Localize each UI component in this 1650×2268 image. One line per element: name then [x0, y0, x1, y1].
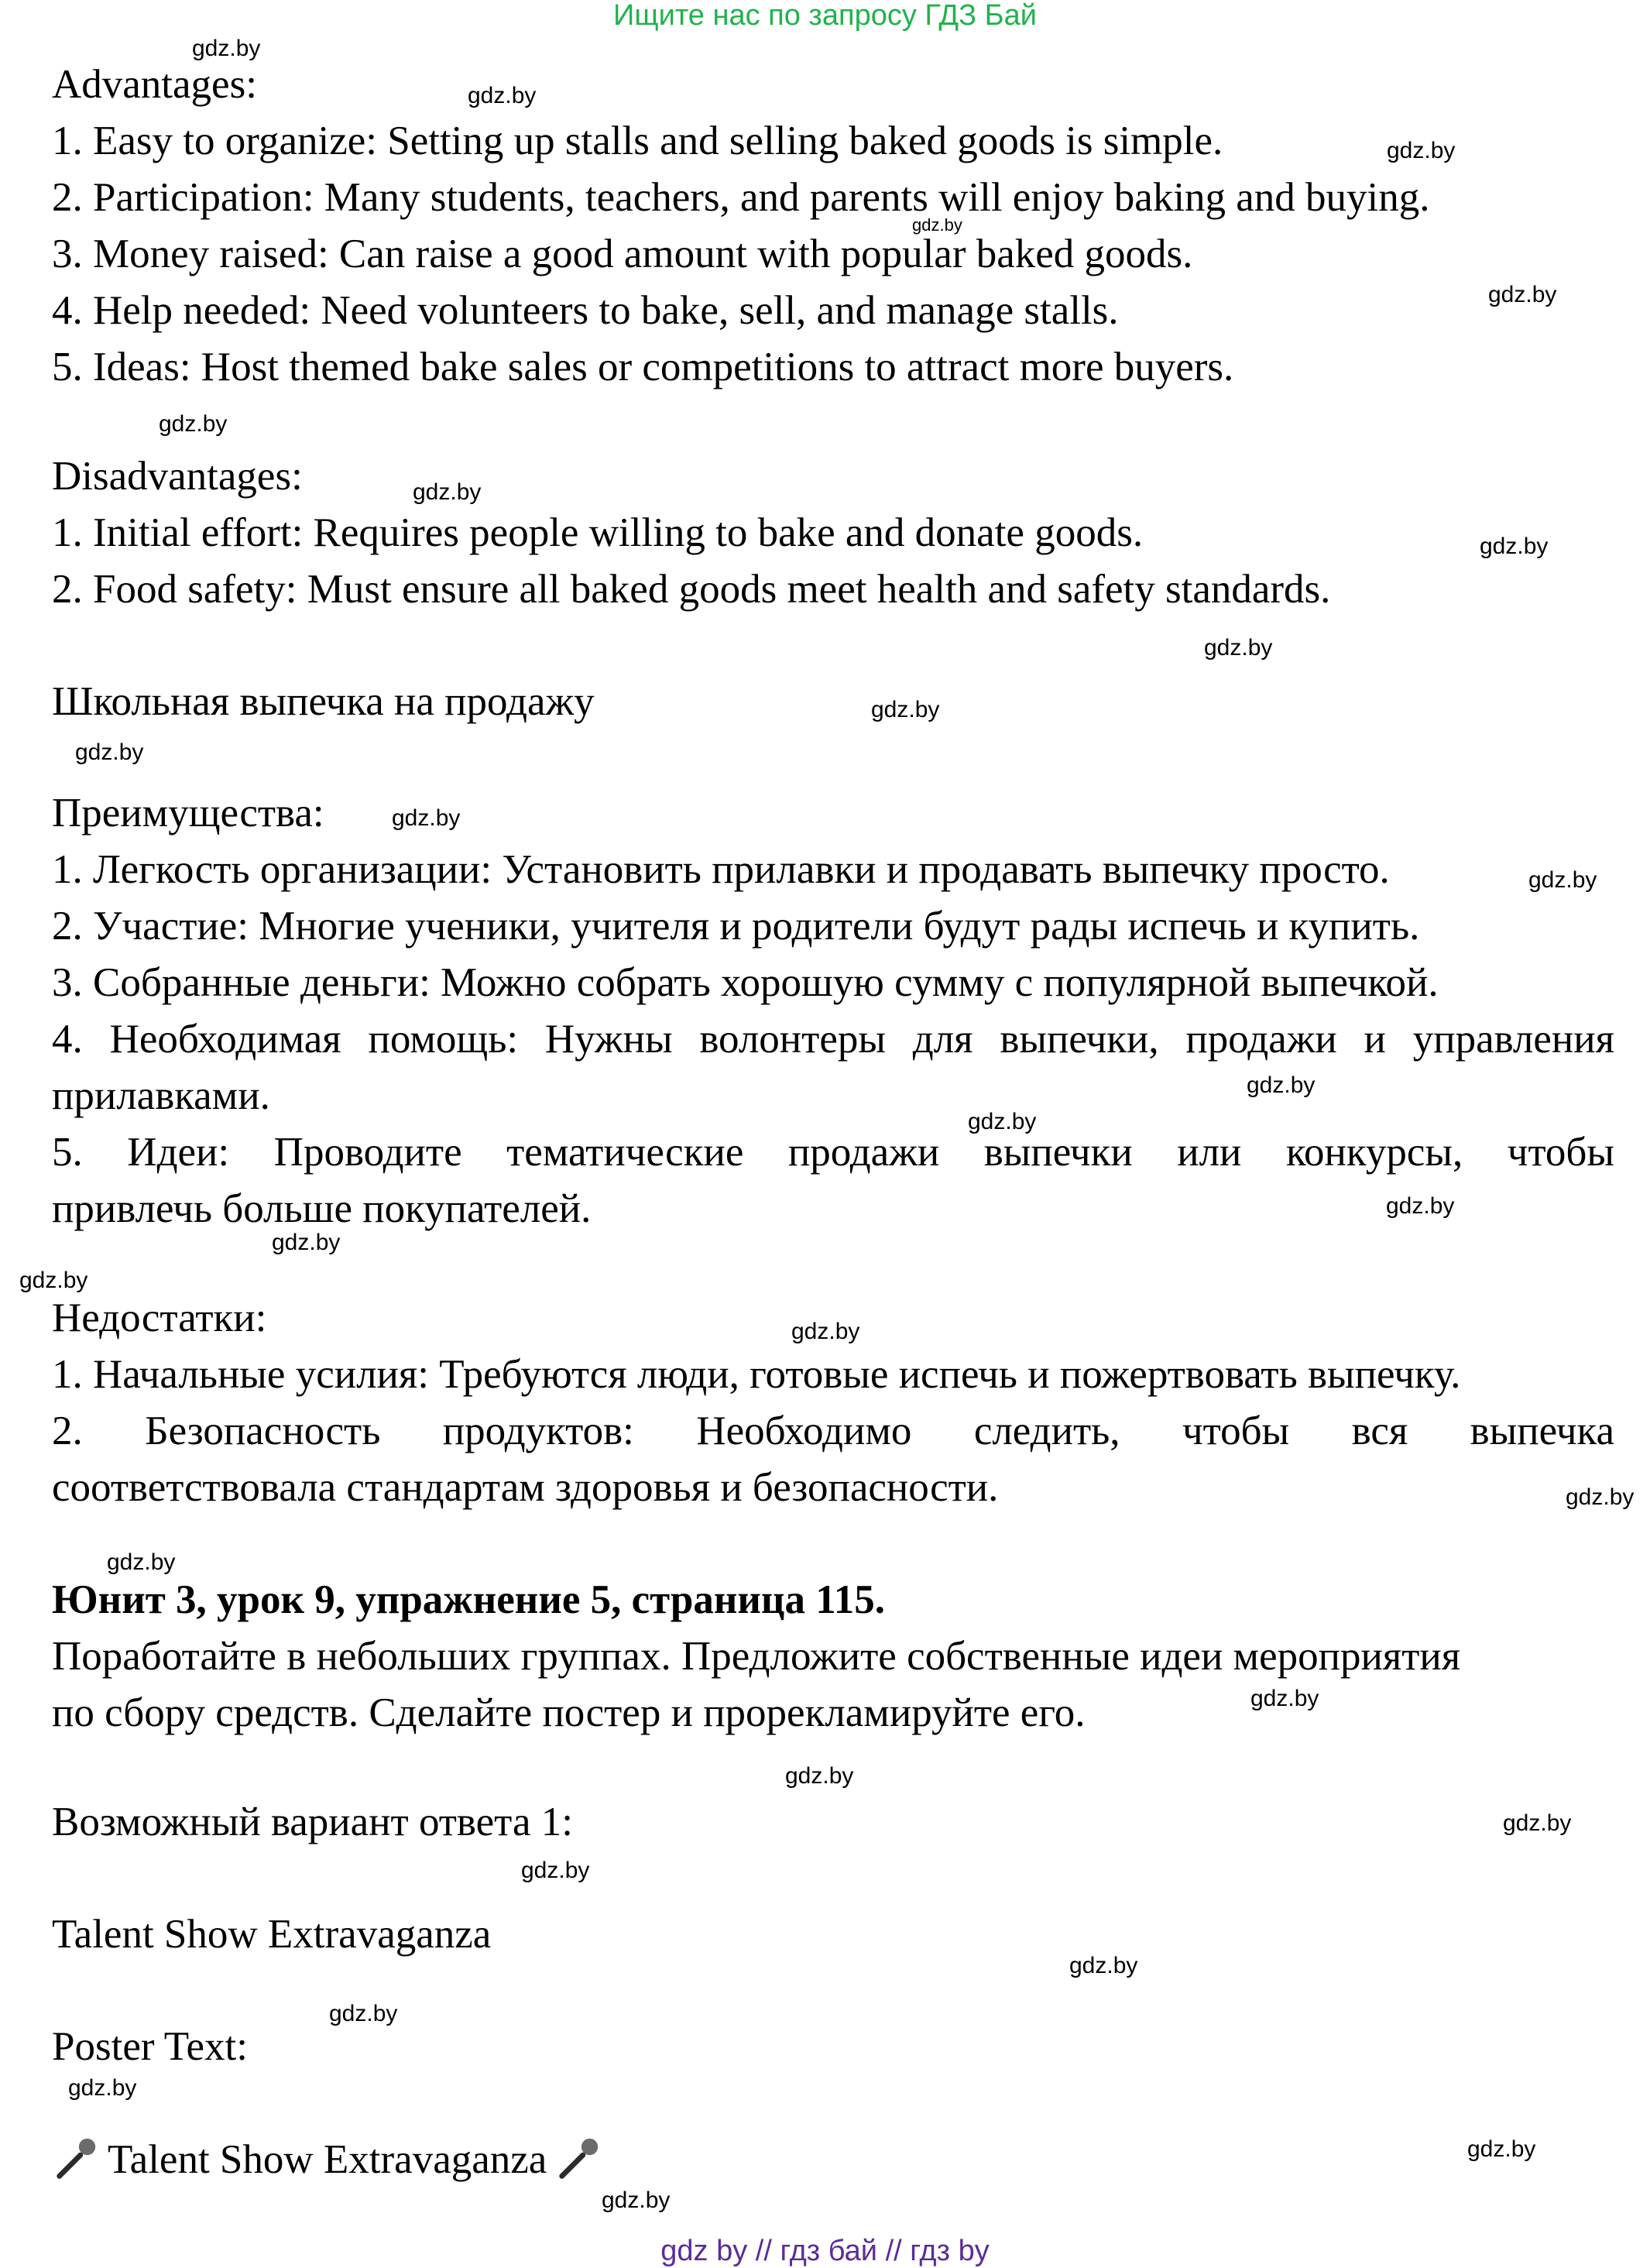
advantage-ru-1: 1. Легкость организации: Установить прилавки и продавать выпечку просто. [52, 847, 1390, 892]
watermark: gdz.by [1247, 1072, 1316, 1098]
task-heading: Юнит 3, урок 9, упражнение 5, страница 115. [52, 1577, 886, 1622]
watermark: gdz.by [602, 2187, 671, 2213]
watermark: gdz.by [912, 215, 962, 235]
watermark: gdz.by [413, 479, 482, 505]
watermark: gdz.by [68, 2075, 137, 2101]
disadvantages-heading-en: Disadvantages: [52, 454, 303, 499]
disadvantage-ru-2-cont: соответствовала стандартам здоровья и безопасности. [52, 1465, 999, 1510]
watermark: gdz.by [107, 1549, 176, 1575]
watermark: gdz.by [1204, 635, 1273, 660]
watermark: gdz.by [1528, 867, 1597, 893]
poster-text-label: Poster Text: [52, 2024, 248, 2069]
footer-link[interactable]: gdz by // гдз бай // гдз by [660, 2235, 990, 2267]
microphone-icon [52, 2136, 100, 2184]
advantage-en-5: 5. Ideas: Host themed bake sales or competitions to attract more buyers. [52, 345, 1234, 389]
russian-title: Школьная выпечка на продажу [52, 679, 595, 724]
watermark: gdz.by [1386, 1193, 1455, 1219]
advantage-ru-5: 5. Идеи: Проводите тематические продажи выпечки или конкурсы, чтобы [52, 1130, 1614, 1175]
advantage-ru-2: 2. Участие: Многие ученики, учителя и родители будут рады испечь и купить. [52, 904, 1420, 949]
advantage-ru-5-cont: привлечь больше покупателей. [52, 1186, 592, 1231]
disadvantage-ru-1: 1. Начальные усилия: Требуются люди, готовые испечь и пожертвовать выпечку. [52, 1352, 1461, 1397]
disadvantage-ru-2: 2. Безопасность продуктов: Необходимо следить, чтобы вся выпечка [52, 1408, 1614, 1453]
disadvantage-en-2: 2. Food safety: Must ensure all baked goods meet health and safety standards. [52, 567, 1331, 612]
task-text-line-1: Поработайте в небольших группах. Предложите собственные идеи мероприятия [52, 1634, 1461, 1679]
advantage-ru-4: 4. Необходимая помощь: Нужны волонтеры для выпечки, продажи и управления [52, 1017, 1614, 1062]
advantages-heading-ru: Преимущества: [52, 791, 324, 835]
watermark: gdz.by [329, 2001, 398, 2026]
advantage-en-2: 2. Participation: Many students, teachers, and parents will enjoy baking and buying. [52, 175, 1430, 220]
watermark: gdz.by [272, 1230, 341, 1255]
advantage-en-1: 1. Easy to organize: Setting up stalls and selling baked goods is simple. [52, 118, 1223, 163]
watermark: gdz.by [871, 697, 940, 722]
advantages-heading-en: Advantages: [52, 62, 257, 107]
disadvantage-en-1: 1. Initial effort: Requires people willing to bake and donate goods. [52, 510, 1144, 555]
poster-title: Talent Show Extravaganza [108, 2137, 547, 2182]
watermark: gdz.by [1467, 2136, 1536, 2162]
watermark: gdz.by [1069, 1953, 1138, 1978]
watermark: gdz.by [968, 1109, 1037, 1134]
watermark: gdz.by [521, 1858, 590, 1883]
watermark: gdz.by [1480, 534, 1549, 559]
watermark: gdz.by [1250, 1686, 1319, 1711]
watermark: gdz.by [791, 1319, 860, 1344]
advantage-ru-4-cont: прилавками. [52, 1073, 270, 1118]
advantage-en-3: 3. Money raised: Can raise a good amount with popular baked goods. [52, 232, 1193, 276]
watermark: gdz.by [1503, 1810, 1572, 1836]
event-name: Talent Show Extravaganza [52, 1912, 492, 1957]
advantage-ru-3: 3. Собранные деньги: Можно собрать хорошую сумму с популярной выпечкой. [52, 960, 1439, 1005]
disadvantages-heading-ru: Недостатки: [52, 1295, 267, 1340]
watermark: gdz.by [1387, 138, 1456, 163]
watermark: gdz.by [1566, 1484, 1635, 1510]
header-search-link[interactable]: Ищите нас по запросу ГДЗ Бай [613, 0, 1037, 32]
poster-title-row [52, 2136, 602, 2184]
watermark: gdz.by [785, 1763, 854, 1789]
microphone-icon [554, 2136, 602, 2184]
task-text-line-2: по сбору средств. Сделайте постер и прорекламируйте его. [52, 1690, 1086, 1735]
watermark: gdz.by [19, 1268, 88, 1293]
advantage-en-4: 4. Help needed: Need volunteers to bake, sell, and manage stalls. [52, 288, 1119, 333]
watermark: gdz.by [392, 805, 461, 831]
watermark: gdz.by [75, 739, 144, 765]
watermark: gdz.by [468, 83, 537, 108]
watermark: gdz.by [159, 411, 228, 437]
answer-variant-label: Возможный вариант ответа 1: [52, 1800, 573, 1844]
watermark: gdz.by [1488, 282, 1557, 307]
watermark: gdz.by [192, 36, 261, 61]
